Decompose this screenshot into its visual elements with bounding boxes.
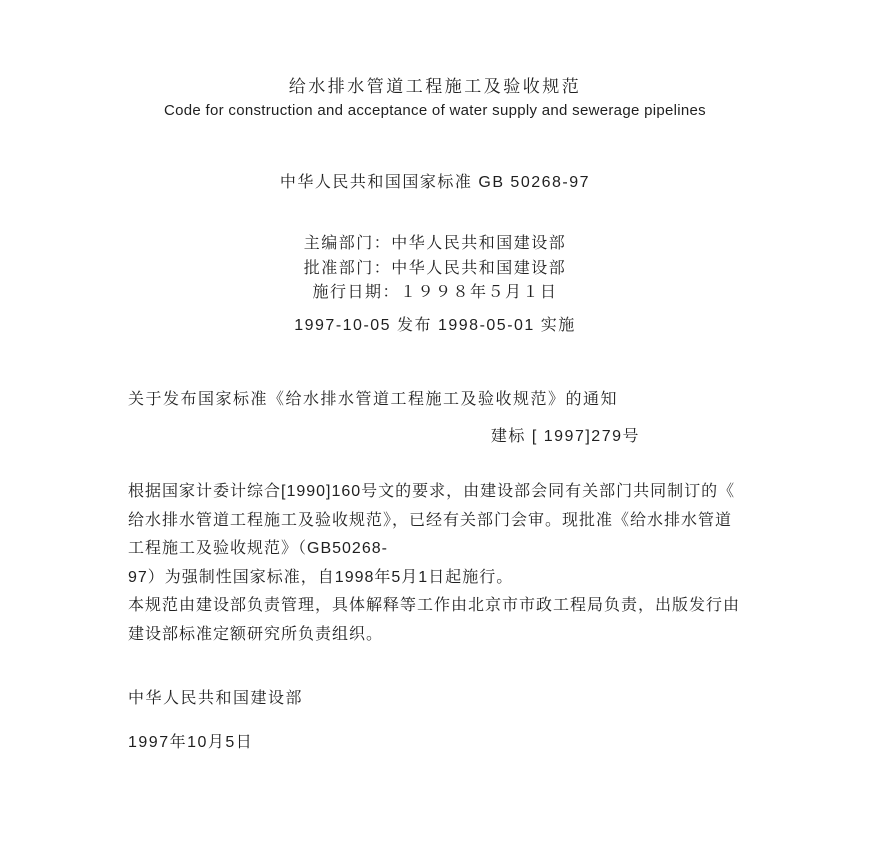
document-title-zh: 给水排水管道工程施工及验收规范: [288, 77, 582, 96]
paragraph-line: 工程施工及验收规范》（GB50268-: [128, 540, 388, 557]
document-title-en: Code for construction and acceptance of water supply and sewerage pipelines: [164, 102, 706, 119]
signature-date: 1997年10月5日: [128, 734, 254, 751]
notice-paragraph-1: [128, 478, 753, 592]
chief-editor-dept-line: 主编部门：中华人民共和国建设部: [303, 235, 567, 252]
issue-implementation-line: 1997-10-05 发布 1998-05-01 实施: [294, 317, 576, 334]
paragraph-line: 本规范由建设部负责管理，具体解释等工作由北京市市政工程局负责，出版发行由: [128, 597, 741, 614]
notice-heading: 关于发布国家标准《给水排水管道工程施工及验收规范》的通知: [128, 391, 619, 408]
paragraph-line: 97）为强制性国家标准，自1998年5月1日起施行。: [128, 568, 514, 586]
standard-number-line: 中华人民共和国国家标准 GB 50268-97: [279, 174, 591, 191]
approval-dept-line: 批准部门：中华人民共和国建设部: [303, 260, 567, 277]
paragraph-line: 建设部标准定额研究所负责组织。: [128, 625, 384, 643]
document-number: 建标 [ 1997]279号: [490, 428, 640, 445]
signature-department: 中华人民共和国建设部: [128, 690, 304, 707]
paragraph-line: 给水排水管道工程施工及验收规范》，已经有关部门会审。现批准《给水排水管道: [128, 511, 733, 529]
notice-paragraph-2: [128, 592, 753, 649]
effective-date-line: 施行日期：１９９８年５月１日: [312, 284, 558, 301]
paragraph-line: 根据国家计委计综合[1990]160号文的要求，由建设部会同有关部门共同制订的《: [128, 483, 736, 500]
